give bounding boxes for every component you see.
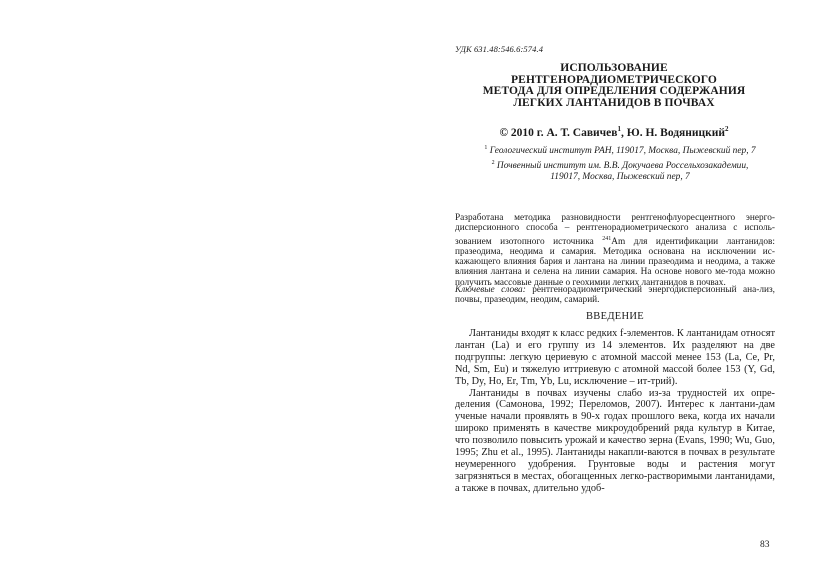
page-number: 83 (760, 540, 770, 550)
affiliation-2-address: 119017, Москва, Пыжевский пер, 7 (550, 172, 690, 182)
article-title (455, 63, 773, 109)
keywords (455, 285, 775, 306)
isotope-mass-number: 241 (602, 235, 612, 242)
abstract-text-start: Разработана методика разновидности рентгенофлуоресцентного энерго-дисперсионного способа – рентгенорадиометрического анализа с исполь-зованием изотопного источника (455, 213, 775, 247)
affiliation-1-mark: 1 (484, 145, 488, 151)
paragraph: Лантаниды в почвах изучены слабо из-за трудностей их опре-деления (Самонова, 1992; Переломов, 2007). Интерес к лантани-дам ученые начали проявлять в 90-х годах прошлого века, когда их начали широко применять в качестве микроудобрений ряда культур в Китае, что позволило повысить урожай и качество зерна (Evans, 1990; Wu, Guo, 1995; Zhu et al., 1995). Лантаниды накапли-ваются в почвах в результате неумеренного удобрения. Грунтовые воды и растения могут загрязняться в местах, обогащенных легко-растворимыми лантанидами, а также в почвах, длительно удоб- (455, 387, 775, 494)
author-1-affiliation-mark: 1 (617, 125, 621, 133)
udc-code: УДК 631.48:546.6:574.4 (455, 44, 544, 54)
affiliation-1-text: Геологический институт РАН, 119017, Москва, Пыжевский пер, 7 (487, 146, 756, 156)
abstract-text-end: Am для идентификации лантанидов: празеодима, неодима и самария. Методика основана на исключении ис-кажающего влияния бария и лантана на линии празеодима и неодима, а также влияния лантана и селена на линии самария. На основе нового ме-тода можно получить массовые данные о геохимии легких лантанидов в почвах. (455, 236, 775, 288)
keywords-label: Ключевые слова: (455, 285, 526, 295)
affiliation-2-mark: 2 (491, 159, 495, 166)
paragraph: Лантаниды входят к класс редких f-элементов. К лантанидам относят лантан (La) и его группу из 14 элементов. Их разделяют на две подгруппы: легкую цериевую с атомной массой менее 153 (La, Ce, Pr, Nd, Sm, Eu) и тяжелую иттриевую с атомной массой более 153 (Y, Gd, Tb, Dy, Ho, Er, Tm, Yb, Lu, исключение – ит-трий). (455, 328, 775, 387)
title-line: МЕТОДА ДЛЯ ОПРЕДЕЛЕНИЯ СОДЕРЖАНИЯ (482, 85, 746, 98)
title-line: ИСПОЛЬЗОВАНИЕ (560, 62, 668, 74)
keywords-text: рентгенорадиометрический энергодисперсионный ана-лиз, почвы, празеодим, неодим, самарий. (455, 285, 775, 306)
author-2-affiliation-mark: 2 (725, 125, 729, 133)
author-2: , Ю. Н. Водяницкий (621, 127, 726, 139)
affiliation-2-text: Почвенный институт им. В.В. Докучаева Россельхозакадемии, (494, 160, 749, 171)
title-line: ЛЕГКИХ ЛАНТАНИДОВ В ПОЧВАХ (513, 96, 715, 109)
affiliations (455, 143, 785, 184)
authors-line (455, 125, 773, 139)
section-heading: ВВЕДЕНИЕ (586, 311, 644, 322)
body-text (455, 328, 775, 495)
author-1: © 2010 г. А. Т. Савичев (499, 127, 618, 139)
abstract (455, 213, 775, 288)
affiliation-2 (455, 158, 785, 173)
affiliation-1 (455, 143, 785, 158)
title-line: РЕНТГЕНОРАДИОМЕТРИЧЕСКОГО (511, 73, 717, 86)
